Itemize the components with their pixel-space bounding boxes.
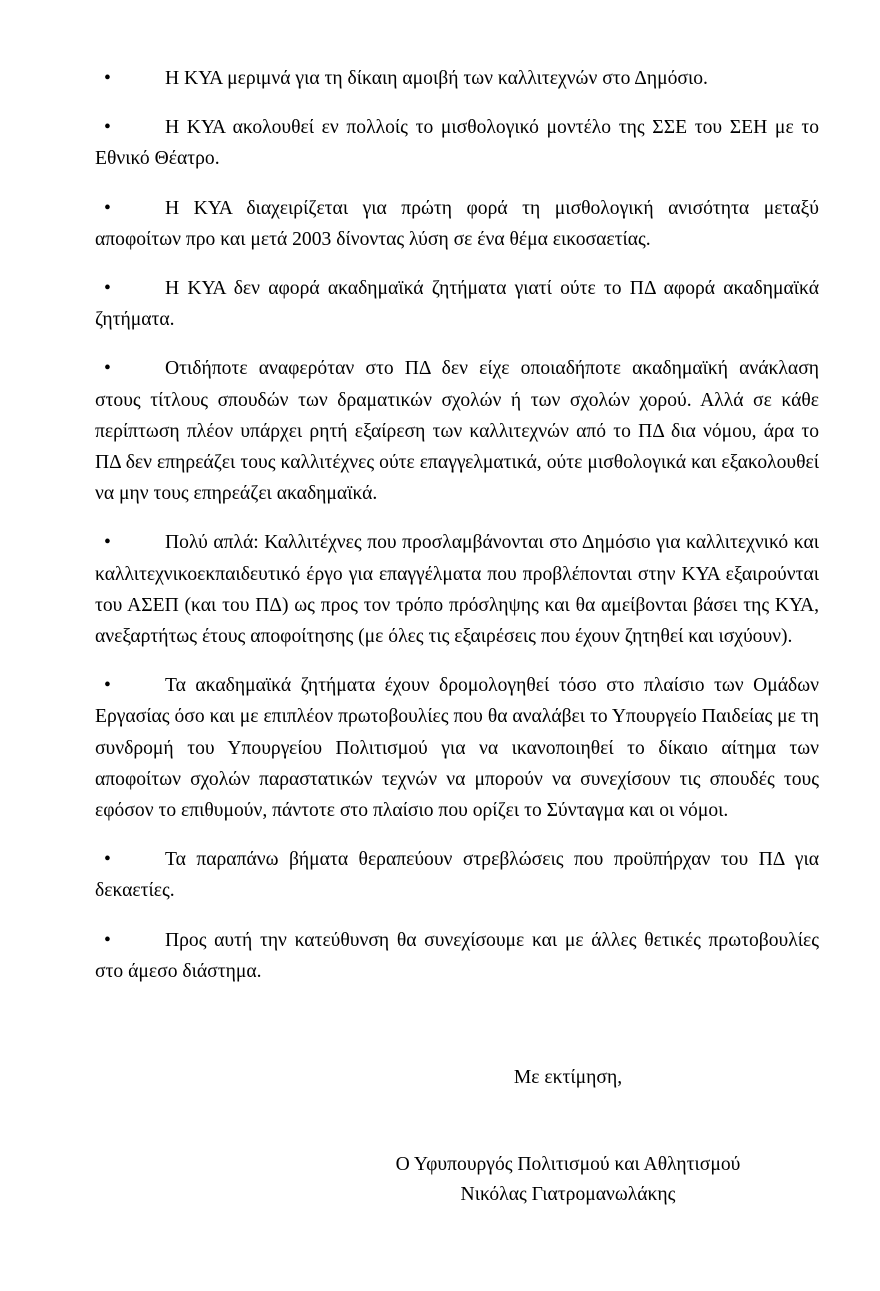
bullet-icon: • xyxy=(104,358,111,380)
signature-name: Νικόλας Γιατρομανωλάκης xyxy=(460,1184,676,1206)
bullet-icon: • xyxy=(104,929,111,951)
bullet-paragraph xyxy=(95,193,819,255)
bullet-icon: • xyxy=(104,197,111,219)
bullet-paragraph xyxy=(95,925,819,987)
bullet-paragraph xyxy=(95,273,819,335)
paragraph-text: Πολύ απλά: Καλλιτέχνες που προσλαμβάνονται στο Δημόσιο για καλλιτεχνικό και καλλιτεχνικοεκπαιδευτικό έργο για επαγγέλματα που προβλέπονται στην ΚΥΑ εξαιρούνται του ΑΣΕΠ (και του ΠΔ) ως προς τον τρόπο πρόσληψης και θα αμείβονται βάσει της ΚΥΑ, ανεξαρτήτως έτους αποφοίτησης (με όλες τις εξαιρέσεις που έχουν ζητηθεί και ισχύουν). xyxy=(95,532,819,648)
paragraph-text: Τα ακαδημαϊκά ζητήματα έχουν δρομολογηθεί τόσο στο πλαίσιο των Ομάδων Εργασίας όσο και με επιπλέον πρωτοβουλίες που θα αναλάβει το Υπουργείο Παιδείας με τη συνδρομή του Υπουργείου Πολιτισμού για να ικανοποιηθεί το δίκαιο αίτημα των αποφοίτων σχολών παραστατικών τεχνών να μπορούν να συνεχίσουν τις σπουδές τους εφόσον το επιθυμούν, πάντοτε στο πλαίσιο που ορίζει το Σύνταγμα και οι νόμοι. xyxy=(95,675,819,822)
paragraph-text: Η ΚΥΑ ακολουθεί εν πολλοίς το μισθολογικό μοντέλο της ΣΣΕ του ΣΕΗ με το Εθνικό Θέατρο. xyxy=(95,117,819,170)
bullet-icon: • xyxy=(104,68,111,89)
signature-spacer xyxy=(308,1093,828,1150)
paragraph-text: Η ΚΥΑ δεν αφορά ακαδημαϊκά ζητήματα γιατί ούτε το ΠΔ αφορά ακαδημαϊκά ζητήματα. xyxy=(95,278,819,331)
signature-block xyxy=(308,1062,828,1210)
paragraph-text: Η ΚΥΑ μεριμνά για τη δίκαιη αμοιβή των καλλιτεχνών στο Δημόσιο. xyxy=(165,68,708,89)
bullet-paragraph xyxy=(95,527,819,652)
bullet-paragraph xyxy=(95,670,819,826)
signature-title: Ο Υφυπουργός Πολιτισμού και Αθλητισμού xyxy=(395,1154,741,1176)
paragraph-text: Η ΚΥΑ διαχειρίζεται για πρώτη φορά τη μισθολογική ανισότητα μεταξύ αποφοίτων προ και μετά 2003 δίνοντας λύση σε ένα θέμα εικοσαετίας. xyxy=(95,197,819,250)
document-body xyxy=(95,63,819,987)
bullet-icon: • xyxy=(104,675,111,697)
signature-closing: Με εκτίμηση, xyxy=(513,1067,623,1088)
bullet-icon: • xyxy=(104,532,111,554)
bullet-paragraph xyxy=(95,112,819,174)
paragraph-text: Οτιδήποτε αναφερόταν στο ΠΔ δεν είχε οποιαδήποτε ακαδημαϊκή ανάκλαση στους τίτλους σπουδών των δραματικών σχολών ή των σχολών χορού. Αλλά σε κάθε περίπτωση πλέον υπάρχει ρητή εξαίρεση των καλλιτεχνών από το ΠΔ δια νόμου, άρα το ΠΔ δεν επηρεάζει τους καλλιτέχνες ούτε επαγγελματικά, ούτε μισθολογικά και εξακολουθεί να μην τους επηρεάζει ακαδημαϊκά. xyxy=(95,358,819,505)
paragraph-text: Προς αυτή την κατεύθυνση θα συνεχίσουμε και με άλλες θετικές πρωτοβουλίες στο άμεσο διάστημα. xyxy=(95,929,819,982)
bullet-icon: • xyxy=(104,849,111,871)
bullet-paragraph xyxy=(95,63,819,94)
paragraph-text: Τα παραπάνω βήματα θεραπεύουν στρεβλώσεις που προϋπήρχαν του ΠΔ για δεκαετίες. xyxy=(95,849,819,902)
bullet-paragraph xyxy=(95,844,819,906)
bullet-icon: • xyxy=(104,117,111,139)
bullet-paragraph xyxy=(95,353,819,509)
bullet-icon: • xyxy=(104,278,111,300)
